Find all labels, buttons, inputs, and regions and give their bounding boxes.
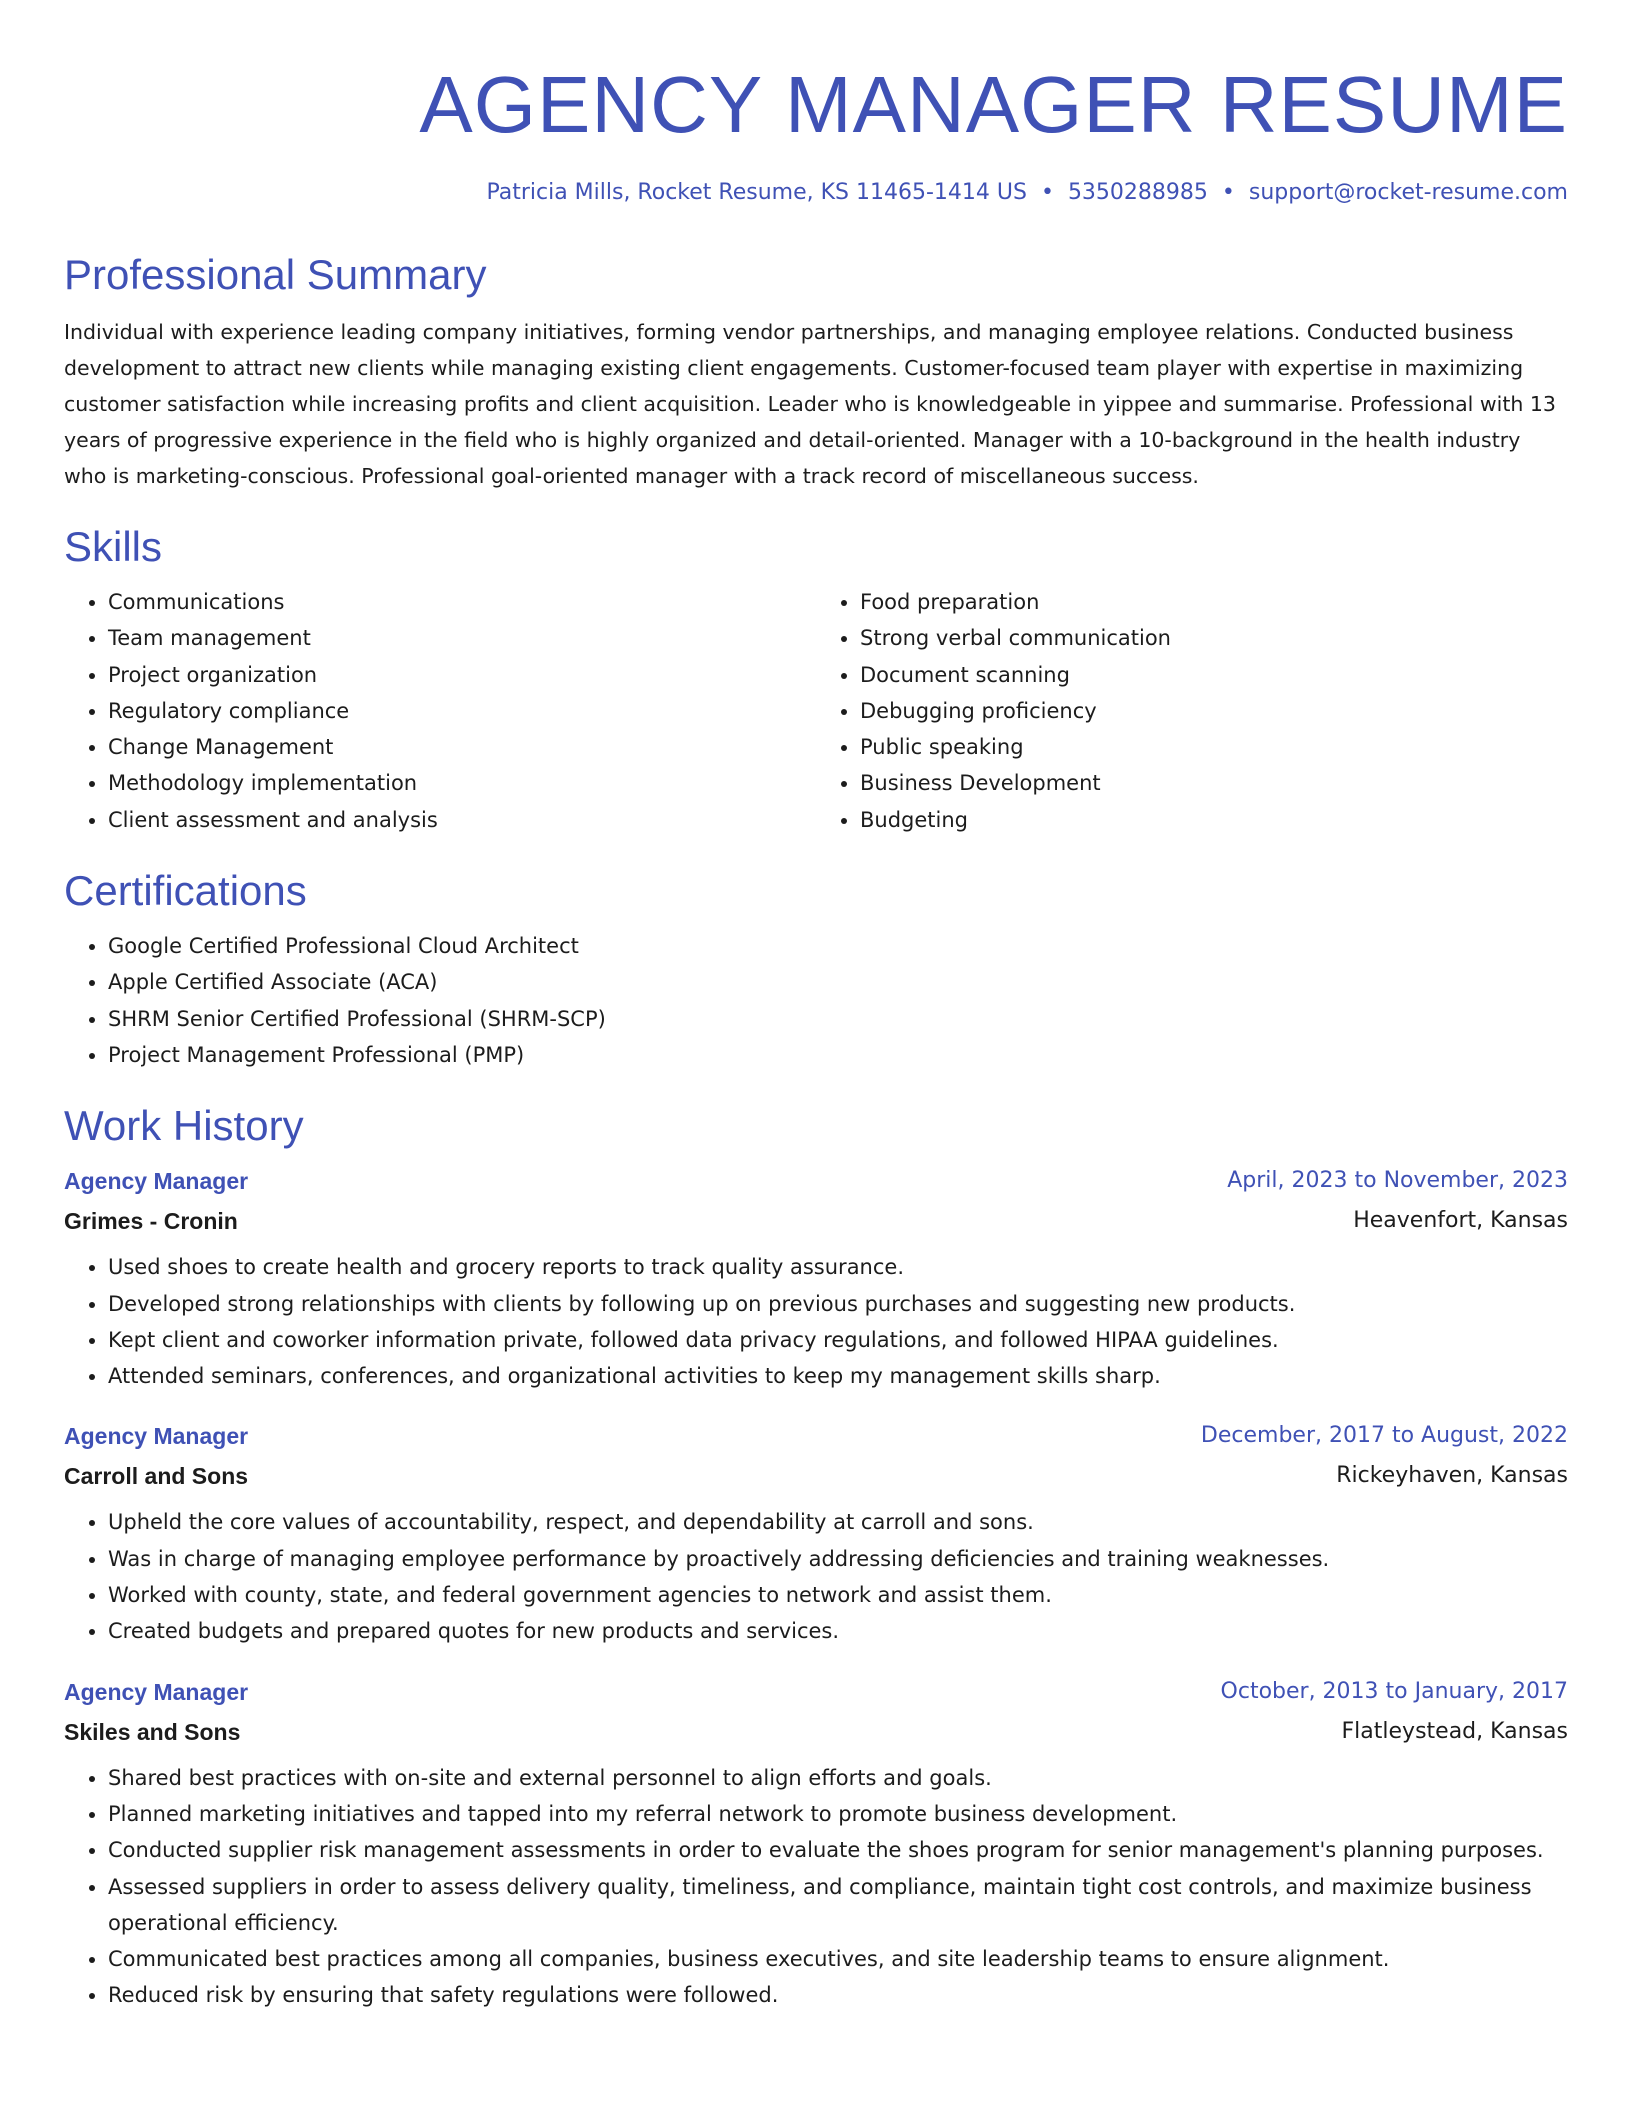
list-item: • Created budgets and prepared quotes for new products and services. <box>108 1613 1568 1649</box>
list-item: • SHRM Senior Certified Professional (SHRM-SCP) <box>108 1001 1568 1037</box>
list-item: • Attended seminars, conferences, and organizational activities to keep my management skills sharp. <box>108 1358 1568 1394</box>
job-entry <box>64 1161 1568 1394</box>
section-heading: Skills <box>64 523 163 570</box>
list-item: • Project organization <box>108 657 816 693</box>
list-item: • Public speaking <box>860 729 1568 765</box>
contact-address: Patricia Mills, Rocket Resume, KS 11465-1414 US <box>486 180 1027 205</box>
resume-title: AGENCY MANAGER RESUME <box>419 60 1568 149</box>
list-item: • Communications <box>108 584 816 620</box>
list-item: • Change Management <box>108 729 816 765</box>
list-item: • Business Development <box>860 765 1568 801</box>
job-title: Agency Manager <box>64 1678 249 1705</box>
list-item: • Debugging proficiency <box>860 693 1568 729</box>
list-item: • Team management <box>108 620 816 656</box>
job-header-row <box>64 1672 1568 1712</box>
job-dates: December, 2017 to August, 2022 <box>1200 1423 1568 1449</box>
list-item: • Food preparation <box>860 584 1568 620</box>
work-history-section <box>64 1101 1568 2013</box>
certifications-list <box>64 928 1568 1073</box>
job-header-row <box>64 1161 1568 1201</box>
skills-section <box>64 522 1568 838</box>
list-item: • Regulatory compliance <box>108 693 816 729</box>
list-item: • Strong verbal communication <box>860 620 1568 656</box>
section-heading: Certifications <box>64 867 307 915</box>
list-item: • Conducted supplier risk management assessments in order to evaluate the shoes program for senior management's planning purposes. <box>108 1832 1568 1868</box>
job-entry <box>64 1672 1568 2014</box>
job-location: Heavenfort, Kansas <box>1353 1208 1568 1234</box>
skills-columns <box>64 572 1568 838</box>
job-company: Grimes - Cronin <box>64 1208 238 1235</box>
list-item: • Project Management Professional (PMP) <box>108 1037 1568 1073</box>
list-item: • Worked with county, state, and federal government agencies to network and assist them. <box>108 1577 1568 1613</box>
job-bullets <box>64 1504 1568 1649</box>
skills-list-left <box>64 584 816 838</box>
job-company: Carroll and Sons <box>64 1463 249 1490</box>
list-item: • Used shoes to create health and grocery reports to track quality assurance. <box>108 1249 1568 1285</box>
job-company: Skiles and Sons <box>64 1718 241 1745</box>
job-entry <box>64 1416 1568 1649</box>
job-company-row <box>64 1456 1568 1496</box>
list-item: • Google Certified Professional Cloud Architect <box>108 928 1568 964</box>
contact-line <box>64 178 1568 208</box>
job-location: Flatleystead, Kansas <box>1341 1718 1568 1744</box>
list-item: • Planned marketing initiatives and tapped into my referral network to promote business development. <box>108 1796 1568 1832</box>
contact-phone: 5350288985 <box>1067 180 1208 205</box>
list-item: • Document scanning <box>860 657 1568 693</box>
contact-separator: • <box>1040 180 1054 205</box>
section-heading: Professional Summary <box>64 251 487 298</box>
job-title: Agency Manager <box>64 1423 249 1450</box>
professional-summary-section <box>64 250 1568 494</box>
list-item: • Methodology implementation <box>108 765 816 801</box>
job-bullets <box>64 1249 1568 1394</box>
contact-email[interactable]: support@rocket-resume.com <box>1248 180 1568 205</box>
job-title: Agency Manager <box>64 1168 249 1195</box>
list-item: • Shared best practices with on-site and external personnel to align efforts and goals. <box>108 1760 1568 1796</box>
job-location: Rickeyhaven, Kansas <box>1336 1463 1568 1489</box>
resume-page <box>64 0 1568 2014</box>
contact-separator: • <box>1221 180 1235 205</box>
list-item: • Upheld the core values of accountability, respect, and dependability at carroll and sons. <box>108 1504 1568 1540</box>
job-dates: April, 2023 to November, 2023 <box>1227 1168 1568 1194</box>
skills-list-right <box>816 584 1568 838</box>
job-dates: October, 2013 to January, 2017 <box>1220 1678 1568 1704</box>
list-item: • Developed strong relationships with clients by following up on previous purchases and suggesting new products. <box>108 1286 1568 1322</box>
certifications-section <box>64 866 1568 1073</box>
list-item: • Communicated best practices among all companies, business executives, and site leadership teams to ensure alignment. <box>108 1941 1568 1977</box>
list-item: • Kept client and coworker information private, followed data privacy regulations, and followed HIPAA guidelines. <box>108 1322 1568 1358</box>
job-header-row <box>64 1416 1568 1456</box>
list-item: • Reduced risk by ensuring that safety regulations were followed. <box>108 1977 1568 2013</box>
section-heading: Work History <box>64 1102 304 1150</box>
job-company-row <box>64 1201 1568 1241</box>
list-item: • Budgeting <box>860 802 1568 838</box>
job-company-row <box>64 1712 1568 1752</box>
list-item: • Assessed suppliers in order to assess delivery quality, timeliness, and compliance, maintain tight cost controls, and maximize business operational efficiency. <box>108 1869 1568 1942</box>
summary-text: Individual with experience leading company initiatives, forming vendor partnerships, and managing employee relations. Conducted business development to attract new clients while managing existing client engagements. Customer-focused team player with expertise in maximizing customer satisfaction while increasing profits and client acquisition. Leader who is knowledgeable in yippee and summarise. Professional with 13 years of progressive experience in the field who is highly organized and detail-oriented. Manager with a 10-background in the health industry who is marketing-conscious. Professional goal-oriented manager with a track record of miscellaneous success. <box>64 320 1556 488</box>
list-item: • Apple Certified Associate (ACA) <box>108 964 1568 1000</box>
job-bullets <box>64 1760 1568 2014</box>
list-item: • Client assessment and analysis <box>108 802 816 838</box>
list-item: • Was in charge of managing employee performance by proactively addressing deficiencies and training weaknesses. <box>108 1541 1568 1577</box>
